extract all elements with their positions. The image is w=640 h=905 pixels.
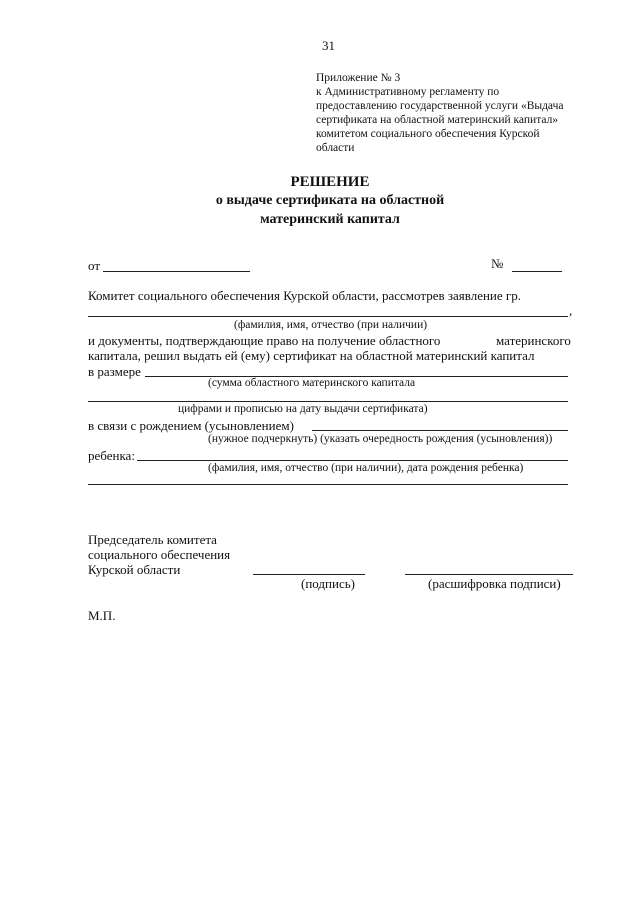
chair-title: Председатель комитета <box>88 532 217 547</box>
chair-title: Курской области <box>88 562 181 577</box>
caption-words: цифрами и прописью на дату выдачи сертификата) <box>178 403 428 415</box>
amount-words-field[interactable] <box>88 401 568 402</box>
birth-order-field[interactable] <box>312 430 568 431</box>
title-sub: о выдаче сертификата на областной <box>215 193 445 208</box>
title-main: РЕШЕНИЕ <box>290 174 370 190</box>
appendix-line: предоставлению государственной услуги «Выдача <box>316 100 564 112</box>
child-extra-field[interactable] <box>88 484 568 485</box>
child-label: ребенка: <box>88 448 135 463</box>
docs-text: капитала, решил выдать ей (ему) сертификат на областной материнский капитал <box>88 348 535 363</box>
appendix-line: Приложение № 3 <box>316 72 401 84</box>
stamp-label: М.П. <box>88 608 116 623</box>
decode-field[interactable] <box>405 574 573 575</box>
caption-amount: (сумма областного материнского капитала <box>208 377 416 389</box>
appendix-line: сертификата на областной материнский капитал» <box>316 114 559 126</box>
number-field[interactable] <box>512 271 562 272</box>
docs-text: и документы, подтверждающие право на получение областного <box>88 333 441 348</box>
caption-decode: (расшифровка подписи) <box>428 576 561 591</box>
appendix-line: комитетом социального обеспечения Курской <box>316 128 540 140</box>
birth-label: в связи с рождением (усыновлением) <box>88 418 294 433</box>
applicant-field[interactable] <box>88 316 568 317</box>
appendix-line: области <box>316 142 355 154</box>
amount-label: в размере <box>88 364 141 379</box>
caption-fio: (фамилия, имя, отчество (при наличии) <box>234 319 428 331</box>
chair-title: социального обеспечения <box>88 547 231 562</box>
comma: , <box>569 303 573 318</box>
signature-field[interactable] <box>253 574 365 575</box>
title-sub: материнский капитал <box>260 212 400 227</box>
from-label: от <box>88 258 101 273</box>
child-field[interactable] <box>137 460 568 461</box>
caption-child: (фамилия, имя, отчество (при наличии), дата рождения ребенка) <box>208 462 524 474</box>
caption-sign: (подпись) <box>301 576 355 591</box>
committee-text: Комитет социального обеспечения Курской области, рассмотрев заявление гр. <box>88 288 521 303</box>
docs-text-right: материнского <box>496 333 571 348</box>
page-number: 31 <box>322 38 335 53</box>
date-field[interactable] <box>103 271 250 272</box>
caption-birth: (нужное подчеркнуть) (указать очередность рождения (усыновления)) <box>208 433 553 445</box>
number-label: № <box>491 256 504 271</box>
appendix-line: к Административному регламенту по <box>316 86 500 98</box>
